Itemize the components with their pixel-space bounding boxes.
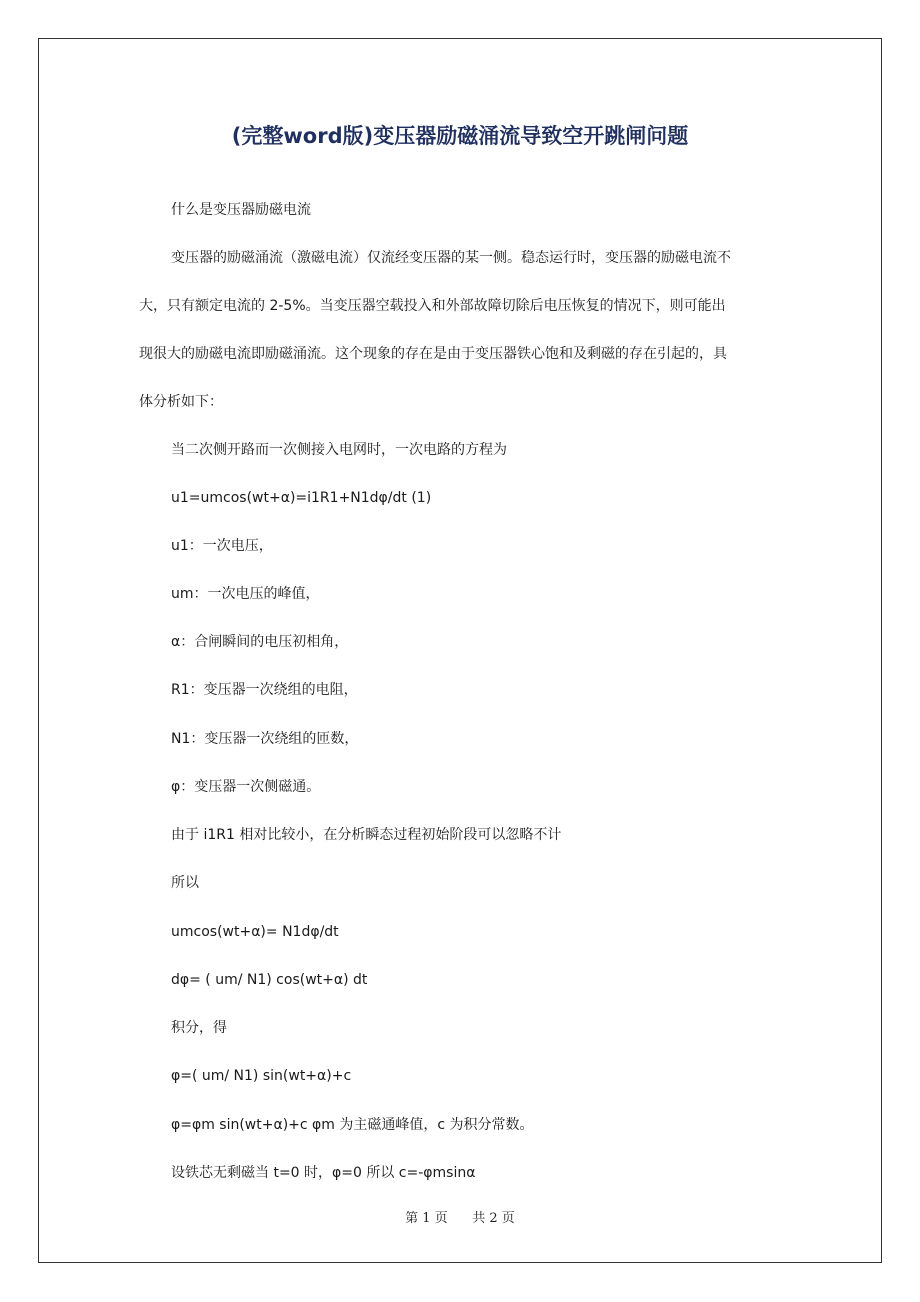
section-heading: 什么是变压器励磁电流 bbox=[171, 202, 311, 218]
page-border bbox=[38, 38, 882, 1263]
text-line: 当二次侧开路而一次侧接入电网时，一次电路的方程为 bbox=[171, 442, 507, 458]
intro-line: 大，只有额定电流的 2-5%。当变压器空载投入和外部故障切除后电压恢复的情况下，则可能出 bbox=[139, 298, 726, 314]
definition-line: α：合闸瞬间的电压初相角， bbox=[171, 634, 349, 650]
equation-line: dφ= ( um/ N1) cos(wt+α) dt bbox=[171, 972, 368, 988]
definition-line: u1：一次电压， bbox=[171, 538, 273, 554]
definition-line: φ：变压器一次侧磁通。 bbox=[171, 779, 321, 795]
definition-line: um：一次电压的峰值， bbox=[171, 586, 320, 602]
equation-line: u1=umcos(wt+α)=i1R1+N1dφ/dt (1) bbox=[171, 490, 432, 506]
page-footer bbox=[0, 1207, 920, 1226]
page-total: 共 2 页 bbox=[472, 1211, 515, 1226]
page-number: 第 1 页 bbox=[405, 1211, 448, 1226]
text-line: 由于 i1R1 相对比较小，在分析瞬态过程初始阶段可以忽略不计 bbox=[171, 827, 562, 843]
definition-line: R1：变压器一次绕组的电阻， bbox=[171, 682, 358, 698]
equation-line: umcos(wt+α)= N1dφ/dt bbox=[171, 924, 339, 940]
equation-line: φ=( um/ N1) sin(wt+α)+c bbox=[171, 1068, 352, 1084]
text-line: 积分，得 bbox=[171, 1020, 227, 1036]
intro-line: 变压器的励磁涌流（激磁电流）仅流经变压器的某一侧。稳态运行时，变压器的励磁电流不 bbox=[171, 250, 731, 266]
definition-line: N1：变压器一次绕组的匝数， bbox=[171, 731, 359, 747]
equation-line: 设铁芯无剩磁当 t=0 时，φ=0 所以 c=-φmsinα bbox=[171, 1165, 476, 1181]
intro-line: 体分析如下： bbox=[139, 394, 223, 410]
intro-line: 现很大的励磁电流即励磁涌流。这个现象的存在是由于变压器铁心饱和及剩磁的存在引起的，具 bbox=[139, 346, 727, 362]
equation-line: φ=φm sin(wt+α)+c φm 为主磁通峰值，c 为积分常数。 bbox=[171, 1117, 534, 1133]
intro-paragraph bbox=[139, 234, 784, 426]
text-line: 所以 bbox=[171, 875, 199, 891]
document-title: (完整word版)变压器励磁涌流导致空开跳闸问题 bbox=[231, 124, 689, 148]
